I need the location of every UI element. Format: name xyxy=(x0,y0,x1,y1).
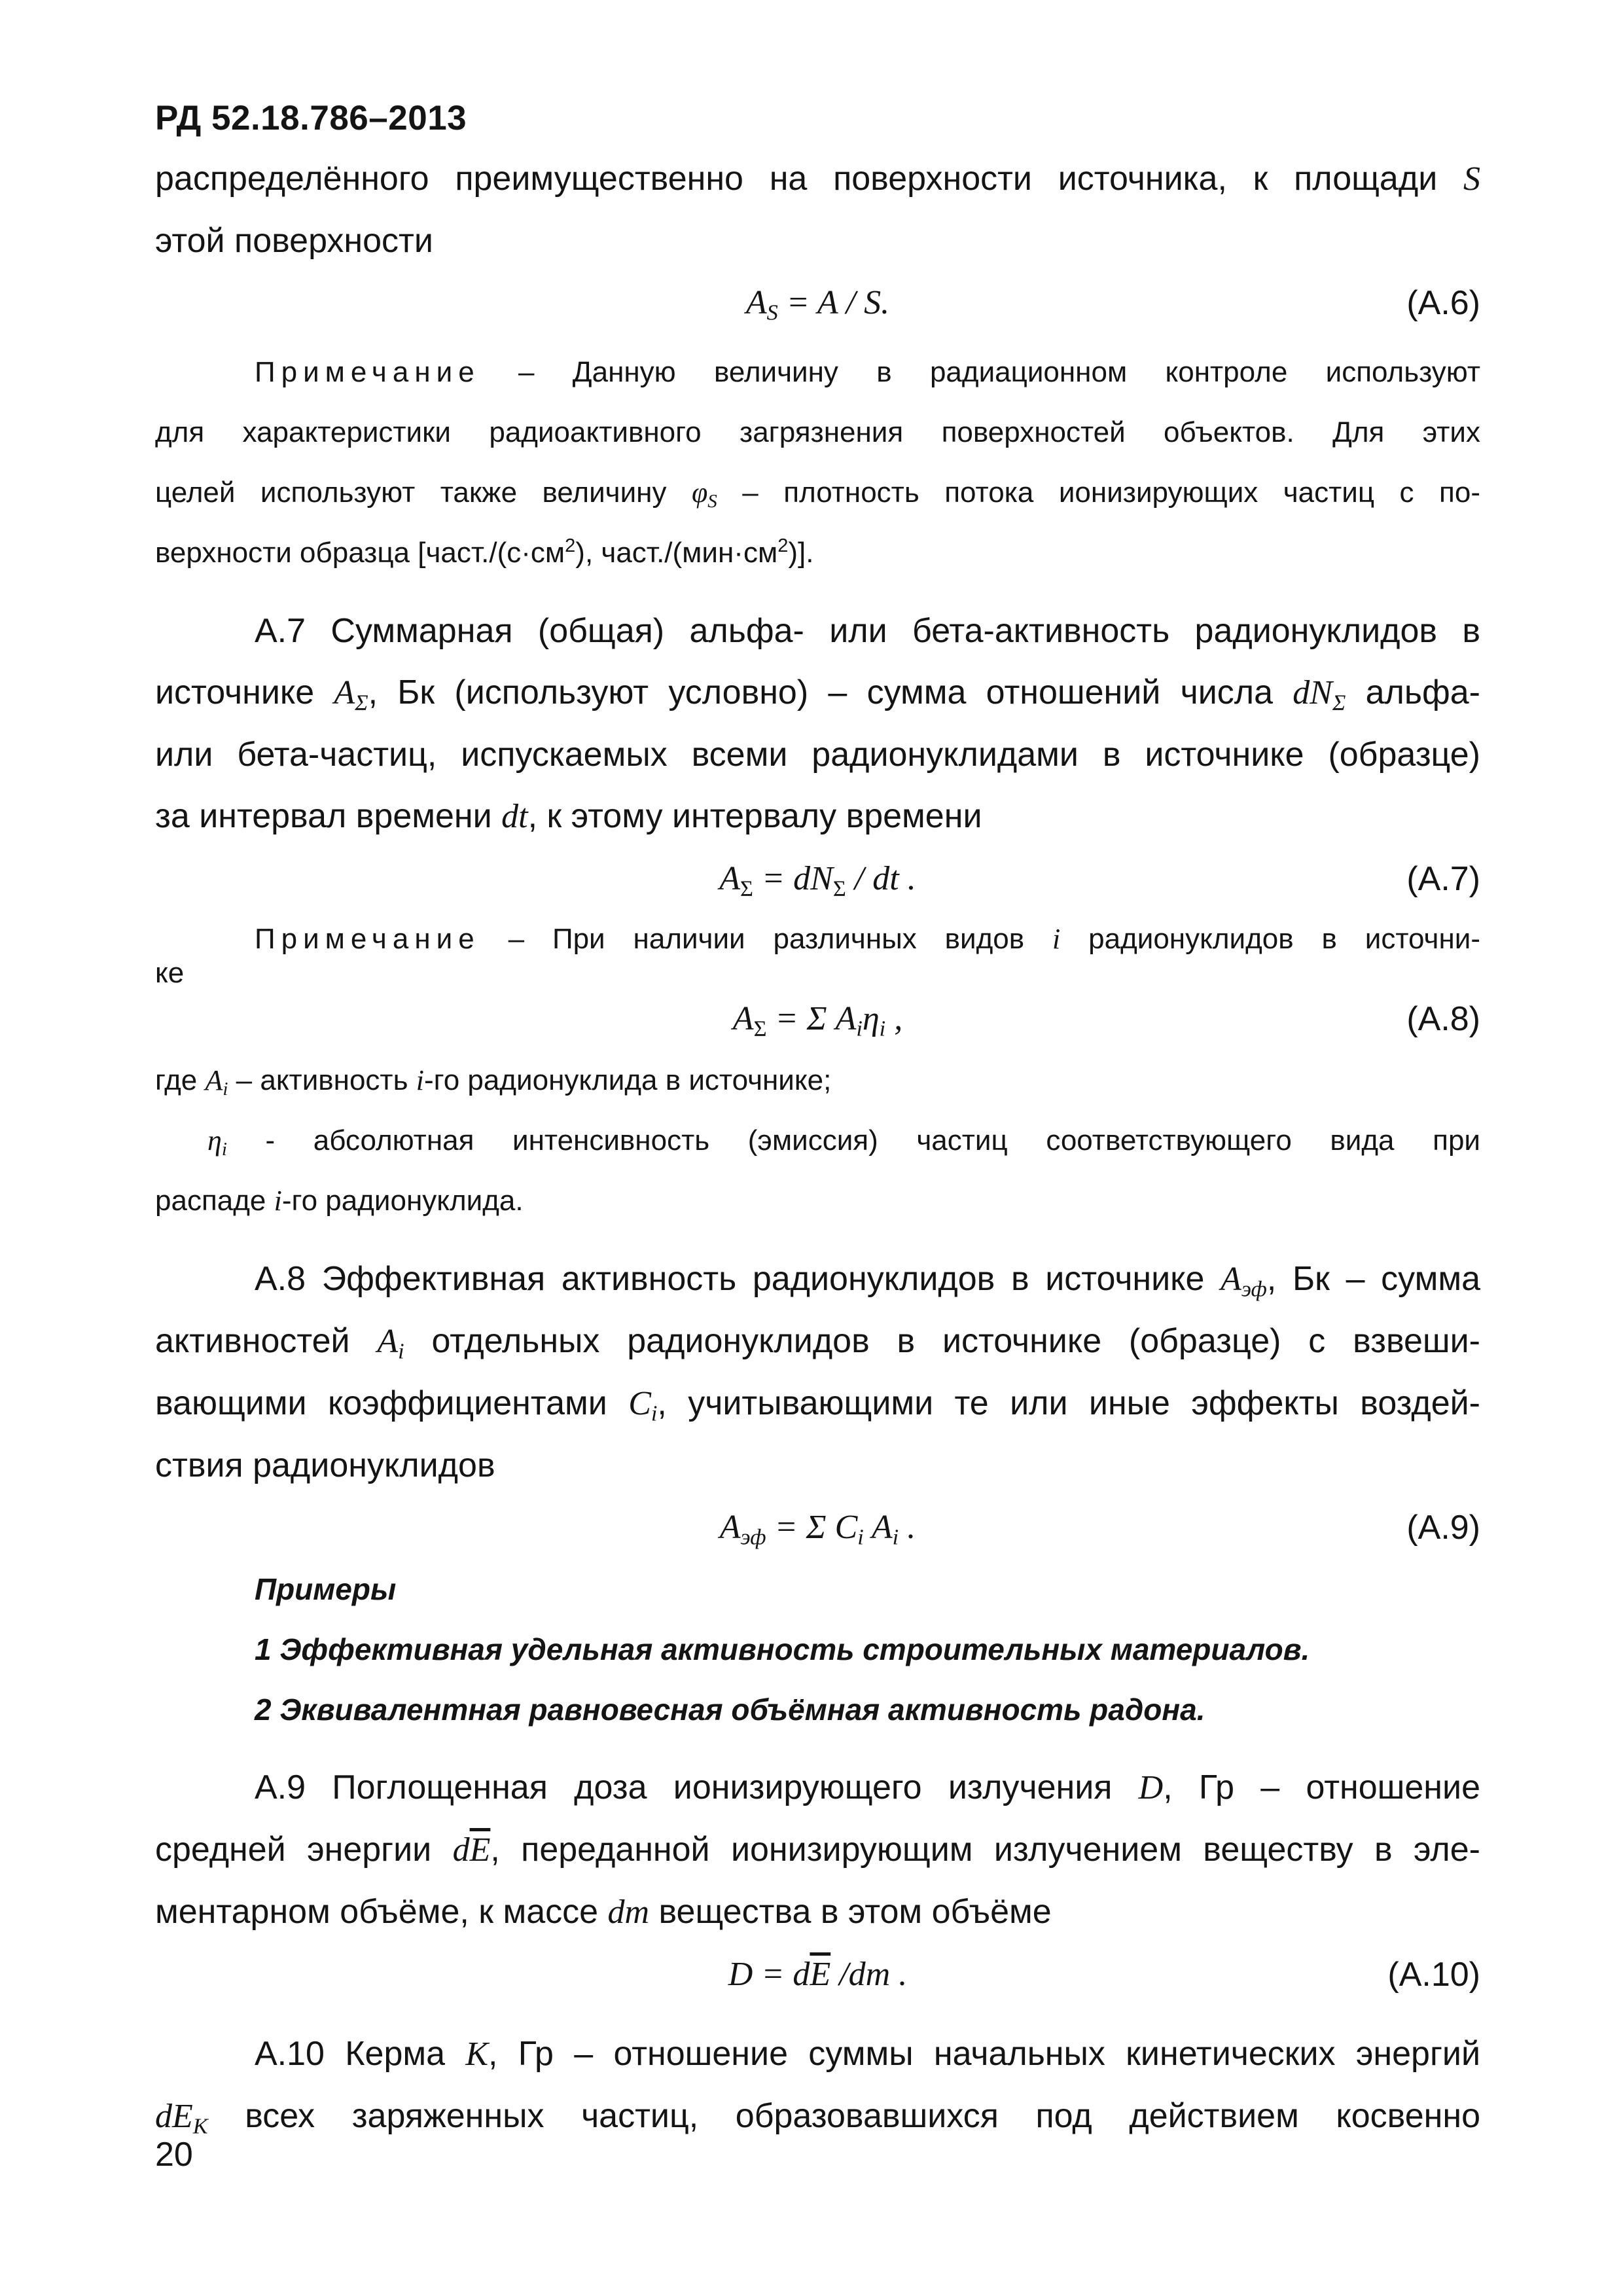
note-label: Примечание xyxy=(255,923,480,955)
note-line: для характеристики радиоактивного загрязнения поверхностей объектов. Для этих xyxy=(155,416,1480,448)
note-line: целей используют также величину $\varphi_S$ – плотность потока ионизирующих частиц с по- xyxy=(155,476,1480,512)
formula-a8: $A_\Sigma = \Sigma$ $A_i\eta_i$ , (А.8) xyxy=(155,988,1480,1050)
text-line: или бета-частиц, испускаемых всеми радионуклидами в источнике (образце) xyxy=(155,736,1480,774)
text-line: источнике $A_\Sigma$, Бк (используют условно) – сумма отношений числа $dN_\Sigma$ альфа- xyxy=(155,673,1480,715)
note-line: верхности образца [$част./(с\cdot см^2)$, $част./(мин\cdot см^2)$]. xyxy=(155,535,814,569)
text-line: А.10 Керма K, Гр – отношение суммы начальных кинетических энергий xyxy=(255,2035,1480,2073)
where-line: $\eta_i$ - абсолютная интенсивность (эмиссия) частиц соответствующего вида при xyxy=(207,1124,1480,1160)
note-line: Примечание – При наличии различных видов i радионуклидов в источни- xyxy=(255,923,1480,955)
text-line: ментарном объёме, к массе dm вещества в этом объёме xyxy=(155,1893,1052,1931)
where-line: где $A_i$ – активность i-го радионуклида в источнике; xyxy=(155,1064,832,1100)
formula-a9: $A_{эф} = \Sigma$ $C_i$ $A_i$ . (А.9) xyxy=(155,1496,1480,1559)
text-line: вающими коэффициентами $C_i$, учитывающими те или иные эффекты воздей- xyxy=(155,1384,1480,1426)
note-line: Примечание – Данную величину в радиационном контроле используют xyxy=(255,356,1480,388)
note-label: Примечание xyxy=(255,356,480,388)
equation-number: (А.10) xyxy=(1387,1956,1480,1994)
document-code: РД 52.18.786–2013 xyxy=(155,99,467,137)
equation-number: (А.7) xyxy=(1406,860,1480,898)
example-item: 1 Эффективная удельная активность строительных материалов. xyxy=(255,1632,1310,1666)
example-item: 2 Эквивалентная равновесная объёмная активность радона. xyxy=(255,1693,1205,1727)
note-line: ке xyxy=(155,957,185,989)
text-line: $dE_K$ всех заряженных частиц, образовавшихся под действием косвенно xyxy=(155,2097,1480,2139)
text-line: А.7 Суммарная (общая) альфа- или бета-активность радионуклидов в xyxy=(255,612,1480,650)
text-line: ствия радионуклидов xyxy=(155,1446,495,1484)
examples-title: Примеры xyxy=(255,1572,397,1606)
equation-number: (А.8) xyxy=(1406,1000,1480,1038)
formula-a10: $D = d\overline{E}$ /dm . (А.10) xyxy=(155,1943,1480,2006)
text-line: А.9 Поглощенная доза ионизирующего излучения D, Гр – отношение xyxy=(255,1768,1480,1806)
text-line: этой поверхности xyxy=(155,222,433,260)
equation-number: (А.6) xyxy=(1406,284,1480,322)
where-line: распаде i-го радионуклида. xyxy=(155,1185,524,1217)
formula-a6: $A_S = A / S$. (А.6) xyxy=(155,272,1480,334)
page-number: 20 xyxy=(155,2136,193,2174)
text-line: распределённого преимущественно на поверхности источника, к площади S xyxy=(155,160,1480,198)
text-line: средней энергии $d\overline{E}$, переданной ионизирующим излучением веществу в эле- xyxy=(155,1831,1480,1869)
text-line: за интервал времени dt, к этому интервалу времени xyxy=(155,797,982,835)
formula-a7: $A_\Sigma = dN_\Sigma$ / dt . (А.7) xyxy=(155,848,1480,910)
text-line: активностей $A_i$ отдельных радионуклидов в источнике (образце) с взвеши- xyxy=(155,1322,1480,1364)
equation-number: (А.9) xyxy=(1406,1509,1480,1547)
body-text xyxy=(155,148,1480,2147)
text-line: А.8 Эффективная активность радионуклидов в источнике $A_{эф}$, Бк – сумма xyxy=(255,1260,1481,1302)
